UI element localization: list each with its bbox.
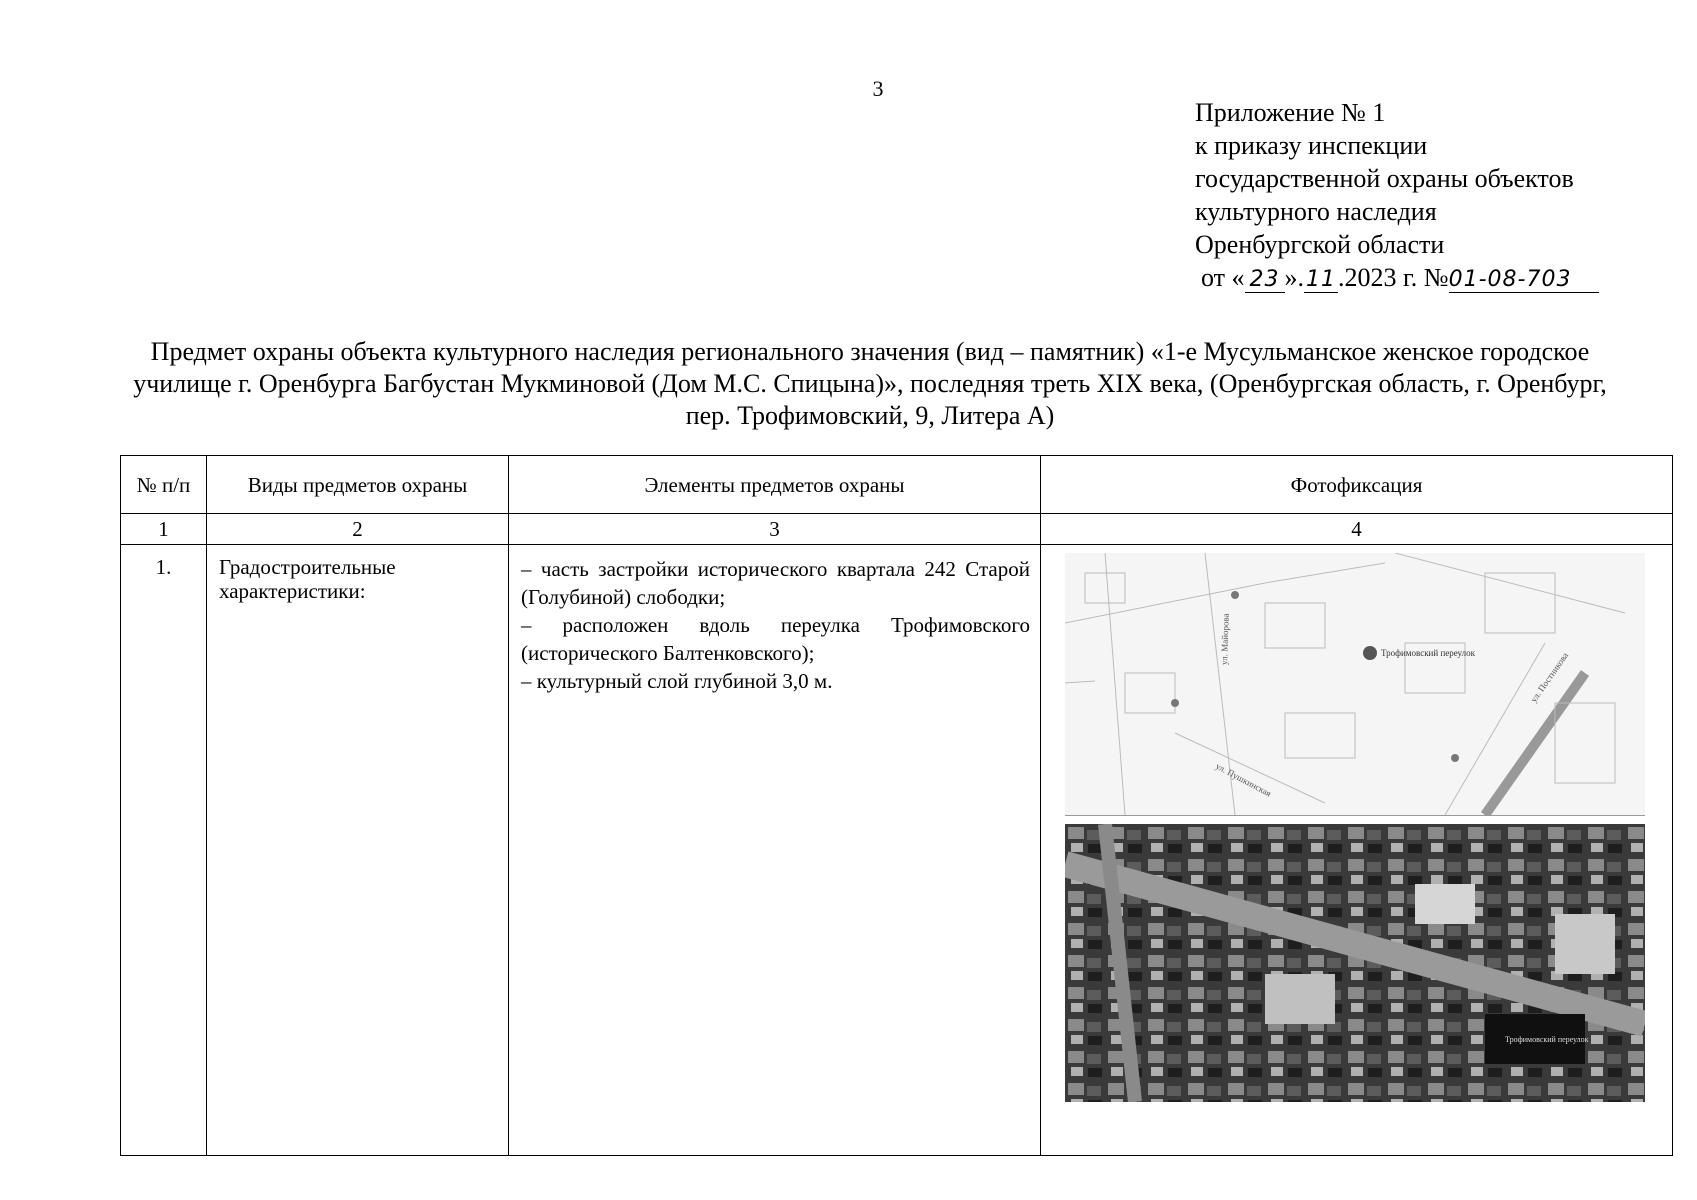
appendix-line: к приказу инспекции xyxy=(1195,131,1428,160)
date-prefix: от « xyxy=(1201,263,1245,292)
handwritten-day: 23 xyxy=(1245,268,1285,293)
header-number: № п/п xyxy=(121,456,207,514)
protection-subject-table xyxy=(120,455,1673,1156)
column-number: 2 xyxy=(207,514,509,545)
appendix-block xyxy=(1195,96,1675,294)
table-row xyxy=(121,545,1673,1156)
satellite-street-label: Трофимовский переулок xyxy=(1505,1035,1589,1044)
element-item: – часть застройки исторического квартала 242 Старой (Голубиной) слободки; xyxy=(521,557,1030,609)
row-protection-type: Градостроительные характеристики: xyxy=(207,545,509,1156)
header-elements: Элементы предметов охраны xyxy=(509,456,1041,514)
appendix-line: Оренбургской области xyxy=(1195,230,1445,259)
date-mid: ». xyxy=(1284,263,1305,292)
appendix-date-line xyxy=(1201,261,1675,294)
map-street-label: ул. Постникова xyxy=(1528,650,1571,705)
map-street-label: ул. Майорова xyxy=(1219,613,1231,666)
column-number: 4 xyxy=(1041,514,1673,545)
page-number: 3 xyxy=(872,76,884,101)
appendix-line: Приложение № 1 xyxy=(1195,98,1386,127)
element-item: – расположен вдоль переулка Трофимовского (исторического Балтенковского); xyxy=(521,613,1030,665)
handwritten-month: 11 xyxy=(1306,267,1337,292)
appendix-line: культурного наследия xyxy=(1195,197,1437,226)
handwritten-order-number: 01-08-703 xyxy=(1449,268,1599,293)
column-number: 3 xyxy=(509,514,1041,545)
column-numbers-row xyxy=(121,514,1673,545)
document-title: Предмет охраны объекта культурного наследия регионального значения (вид – памятник) «1-е Мусульманское женское городское училище г. Оренбурга Багбустан Мукминовой (Дом М.С. Спицына)», последняя треть XIX века, (Оренбургская область, г. Оренбург, пер. Трофимовский, 9, Литера А) xyxy=(133,337,1607,430)
date-year: .2023 г. № xyxy=(1338,263,1449,292)
element-item: – культурный слой глубиной 3,0 м. xyxy=(521,669,833,693)
header-photos: Фотофиксация xyxy=(1041,456,1673,514)
header-types: Виды предметов охраны xyxy=(207,456,509,514)
satellite-image xyxy=(1065,824,1645,1102)
map-street-label: ул. Пушкинская xyxy=(1214,760,1273,799)
column-number: 1 xyxy=(121,514,207,545)
street-map-image xyxy=(1065,553,1645,816)
row-photo-cell xyxy=(1041,545,1673,1156)
table-header-row xyxy=(121,456,1673,514)
appendix-line: государственной охраны объектов xyxy=(1195,164,1574,193)
row-protection-elements xyxy=(509,545,1041,1156)
row-number: 1. xyxy=(121,545,207,1156)
map-street-label: Трофимовский переулок xyxy=(1381,648,1475,658)
